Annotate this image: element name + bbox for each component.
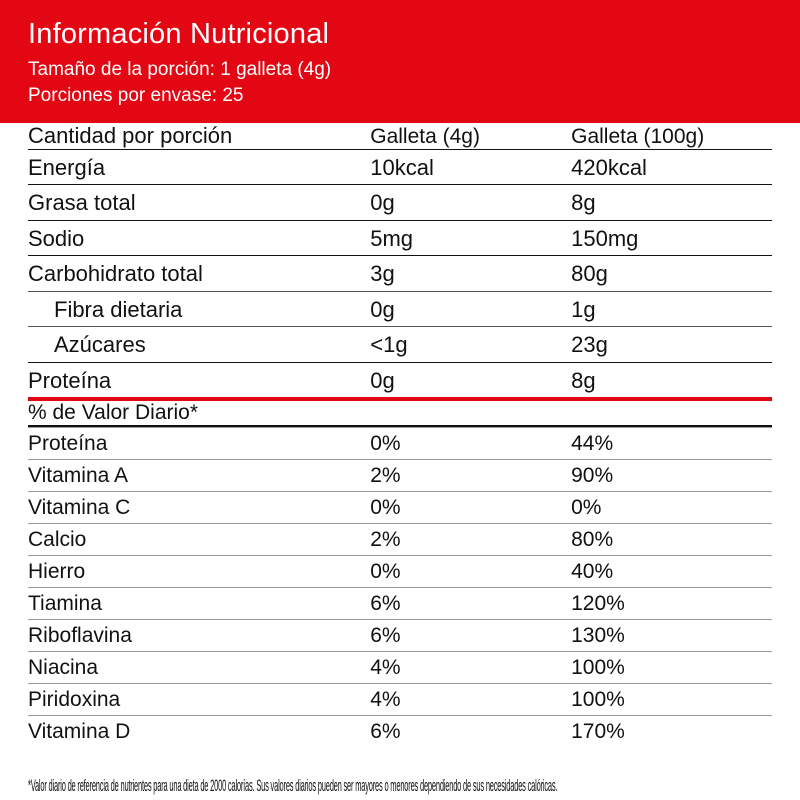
nutrient-name: Hierro xyxy=(28,556,370,588)
nutrient-value-serving: 0g xyxy=(370,185,571,221)
nutrient-name: Vitamina C xyxy=(28,492,370,524)
table-row xyxy=(28,492,772,524)
table-row xyxy=(28,524,772,556)
nutrient-value-100g: 1g xyxy=(571,291,772,327)
table-row xyxy=(28,327,772,363)
nutrient-value-serving: 6% xyxy=(370,588,571,620)
column-header-name: Cantidad por porción xyxy=(28,122,233,148)
table-row xyxy=(28,652,772,684)
table-row xyxy=(28,256,772,292)
nutrient-name: Tiamina xyxy=(28,588,370,620)
nutrient-value-serving: 6% xyxy=(370,716,571,748)
table-row xyxy=(28,362,772,399)
nutrient-name: Piridoxina xyxy=(28,684,370,716)
nutrient-value-100g: 8g xyxy=(571,185,772,221)
servings-per-container-text: Porciones por envase: 25 xyxy=(28,84,244,106)
daily-value-footnote: *Valor diario de referencia de nutrientes para una dieta de 2000 calorías. Sus valores diarios pueden ser mayores o menores dependiendo de sus necesidades calóricas. xyxy=(28,775,558,796)
table-row xyxy=(28,149,772,185)
nutrient-value-100g: 100% xyxy=(571,652,772,684)
nutrition-body xyxy=(0,123,800,748)
table-row xyxy=(28,185,772,221)
nutrient-name: Grasa total xyxy=(28,185,370,221)
nutrient-value-serving: 3g xyxy=(370,256,571,292)
nutrient-value-100g: 23g xyxy=(571,327,772,363)
nutrient-value-100g: 420kcal xyxy=(571,149,772,185)
nutrient-name: Carbohidrato total xyxy=(28,256,370,292)
page-title: Información Nutricional xyxy=(28,18,330,50)
nutrient-value-serving: 5mg xyxy=(370,220,571,256)
nutrient-value-100g: 120% xyxy=(571,588,772,620)
nutrient-name: Fibra dietaria xyxy=(28,291,370,327)
table-row xyxy=(28,460,772,492)
table-row xyxy=(28,291,772,327)
nutrient-value-100g: 170% xyxy=(571,716,772,748)
nutrient-value-serving: 4% xyxy=(370,684,571,716)
nutrient-value-serving: 2% xyxy=(370,460,571,492)
nutrient-value-serving: 6% xyxy=(370,620,571,652)
nutrient-value-serving: <1g xyxy=(370,327,571,363)
serving-size-text: Tamaño de la porción: 1 galleta (4g) xyxy=(28,59,332,81)
nutrient-value-100g: 150mg xyxy=(571,220,772,256)
nutrient-name: Proteína xyxy=(28,428,370,460)
nutrient-value-100g: 80g xyxy=(571,256,772,292)
nutrient-name: Riboflavina xyxy=(28,620,370,652)
nutrient-value-serving: 0g xyxy=(370,362,571,399)
nutrient-value-100g: 40% xyxy=(571,556,772,588)
nutrient-value-100g: 80% xyxy=(571,524,772,556)
table-row xyxy=(28,588,772,620)
nutrient-name: Energía xyxy=(28,149,370,185)
nutrient-value-serving: 0% xyxy=(370,428,571,460)
nutrient-value-serving: 0% xyxy=(370,492,571,524)
nutrient-value-serving: 0g xyxy=(370,291,571,327)
daily-value-title-row xyxy=(28,401,772,426)
table-row xyxy=(28,428,772,460)
nutrient-value-serving: 2% xyxy=(370,524,571,556)
column-header-per100g: Galleta (100g) xyxy=(571,124,705,148)
nutrition-header xyxy=(0,0,800,123)
table-row xyxy=(28,684,772,716)
column-header-serving: Galleta (4g) xyxy=(370,124,480,148)
daily-value-title: % de Valor Diario* xyxy=(28,401,199,425)
nutrient-name: Vitamina A xyxy=(28,460,370,492)
table-row xyxy=(28,556,772,588)
table-row xyxy=(28,220,772,256)
nutrient-name: Azúcares xyxy=(28,327,370,363)
nutrient-value-serving: 10kcal xyxy=(370,149,571,185)
nutrient-value-100g: 100% xyxy=(571,684,772,716)
nutrient-value-100g: 44% xyxy=(571,428,772,460)
footnote-area xyxy=(0,756,800,800)
nutrient-value-100g: 8g xyxy=(571,362,772,399)
nutrient-value-100g: 130% xyxy=(571,620,772,652)
table-row xyxy=(28,620,772,652)
nutrient-value-100g: 90% xyxy=(571,460,772,492)
nutrient-value-serving: 4% xyxy=(370,652,571,684)
nutrient-value-serving: 0% xyxy=(370,556,571,588)
nutrient-name: Sodio xyxy=(28,220,370,256)
table-row xyxy=(28,716,772,748)
nutrient-name: Niacina xyxy=(28,652,370,684)
table-header-row xyxy=(28,123,772,150)
nutrient-value-100g: 0% xyxy=(571,492,772,524)
nutrient-name: Vitamina D xyxy=(28,716,370,748)
nutrient-name: Proteína xyxy=(28,362,370,399)
nutrient-name: Calcio xyxy=(28,524,370,556)
nutrition-table xyxy=(28,123,772,748)
